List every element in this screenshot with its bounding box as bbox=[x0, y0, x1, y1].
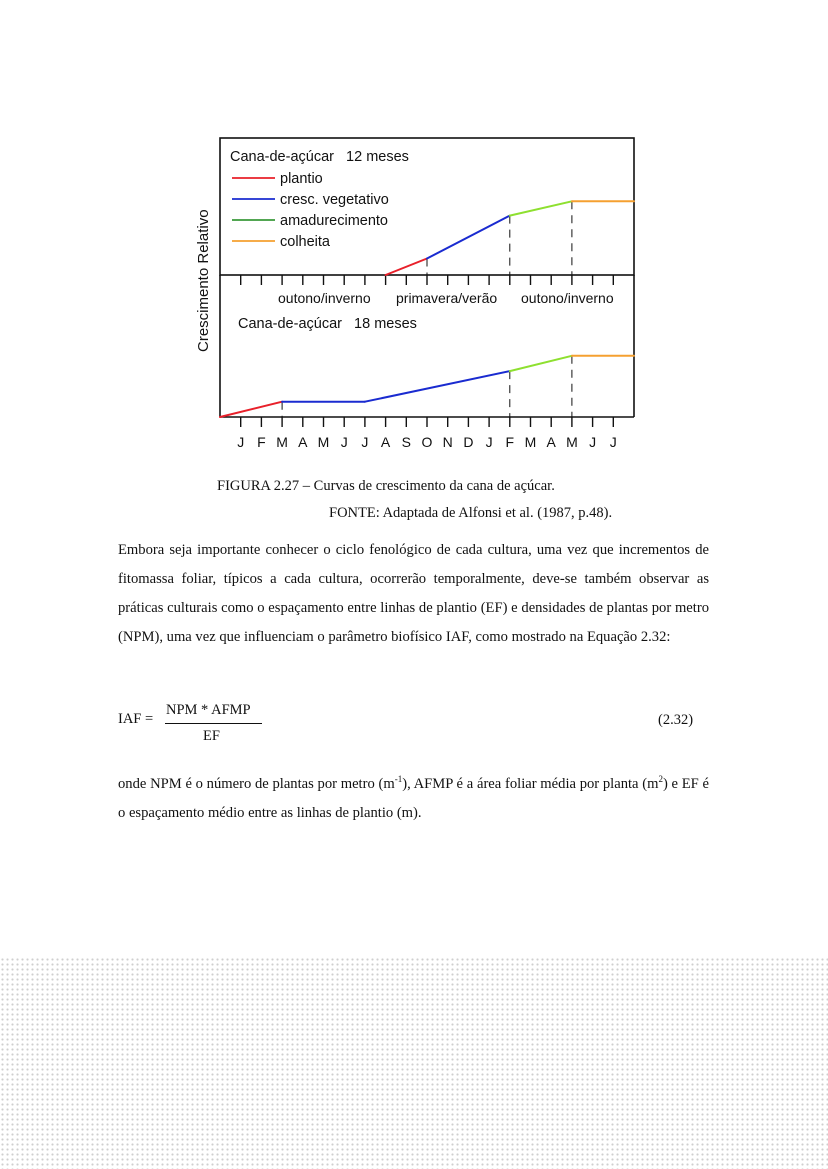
month-tick-label: J bbox=[609, 434, 617, 450]
para2-text-3: ) e EF é o espaçamento médio entre as linhas de plantio (m). bbox=[118, 775, 709, 821]
legend-label: amadurecimento bbox=[280, 213, 388, 229]
equation-lhs: IAF = bbox=[118, 711, 154, 727]
chart-12-title: Cana-de-açúcar 12 meses bbox=[230, 149, 409, 165]
growth-segment-plantio bbox=[220, 402, 282, 417]
equation-denominator: EF bbox=[203, 728, 220, 744]
growth-segment-cresc-vegetativo bbox=[427, 216, 510, 259]
month-tick-label: A bbox=[546, 434, 556, 450]
body-paragraph-1: Embora seja importante conhecer o ciclo fenológico de cada cultura, uma vez que incrementos de fitomassa foliar, típicos a cada cultura, ocorrerão temporalmente, deve-se também observar as práticas culturais como o espaçamento entre linhas de plantio (EF) e densidades de plantas por metro (NPM), uma vez que influenciam o parâmetro biofísico IAF, como mostrado na Equação 2.32: bbox=[118, 542, 709, 645]
month-tick-label: S bbox=[401, 434, 411, 450]
equation-fraction-bar bbox=[165, 723, 262, 724]
month-tick-label: M bbox=[566, 434, 578, 450]
month-tick-label: D bbox=[463, 434, 474, 450]
body-paragraph-2 bbox=[118, 765, 709, 828]
para2-text-1: onde NPM é o número de plantas por metro (m bbox=[118, 775, 395, 792]
month-tick-label: M bbox=[276, 434, 288, 450]
legend-label: plantio bbox=[280, 171, 323, 187]
month-tick-label: A bbox=[380, 434, 391, 450]
month-tick-label: O bbox=[421, 434, 433, 450]
legend-label: colheita bbox=[280, 234, 330, 250]
growth-segment-cresc-vegetativo bbox=[365, 371, 510, 402]
para2-text-2: ), AFMP é a área foliar média por planta (m bbox=[402, 775, 659, 792]
figure-caption: FIGURA 2.27 – Curvas de crescimento da cana de açúcar. bbox=[217, 478, 555, 494]
month-tick-label: J bbox=[485, 434, 493, 450]
growth-segment-amadurecimento bbox=[510, 356, 572, 371]
month-tick-label: N bbox=[442, 434, 453, 450]
season-label-2: primavera/verão bbox=[396, 290, 498, 306]
month-tick-label: J bbox=[237, 434, 245, 450]
month-tick-label: A bbox=[298, 434, 308, 450]
figure-source: FONTE: Adaptada de Alfonsi et al. (1987, p.48). bbox=[329, 505, 613, 521]
chart-12-ticks bbox=[241, 275, 614, 285]
month-labels bbox=[237, 434, 617, 450]
para2-sup-2: 2 bbox=[658, 774, 663, 784]
season-label-3: outono/inverno bbox=[521, 290, 614, 306]
growth-curves-figure bbox=[180, 125, 650, 460]
dotted-background-pattern bbox=[0, 957, 828, 1169]
legend bbox=[232, 171, 389, 250]
month-tick-label: F bbox=[505, 434, 515, 450]
month-tick-label: J bbox=[589, 434, 597, 450]
month-tick-label: M bbox=[317, 434, 330, 450]
month-tick-label: J bbox=[361, 434, 369, 450]
equation-numerator: NPM * AFMP bbox=[166, 702, 251, 718]
season-label-1: outono/inverno bbox=[278, 290, 371, 306]
legend-label: cresc. vegetativo bbox=[280, 192, 389, 208]
chart-18-title: Cana-de-açúcar 18 meses bbox=[238, 316, 417, 332]
growth-segment-plantio bbox=[386, 259, 427, 276]
para2-sup-1: -1 bbox=[394, 774, 403, 784]
month-tick-label: F bbox=[257, 434, 266, 450]
month-tick-label: J bbox=[340, 434, 348, 450]
chart-18-ticks bbox=[241, 417, 614, 427]
y-axis-label: Crescimento Relativo bbox=[195, 209, 212, 352]
month-tick-label: M bbox=[524, 434, 537, 450]
equation-number: (2.32) bbox=[658, 712, 694, 728]
growth-segment-amadurecimento bbox=[510, 201, 572, 215]
